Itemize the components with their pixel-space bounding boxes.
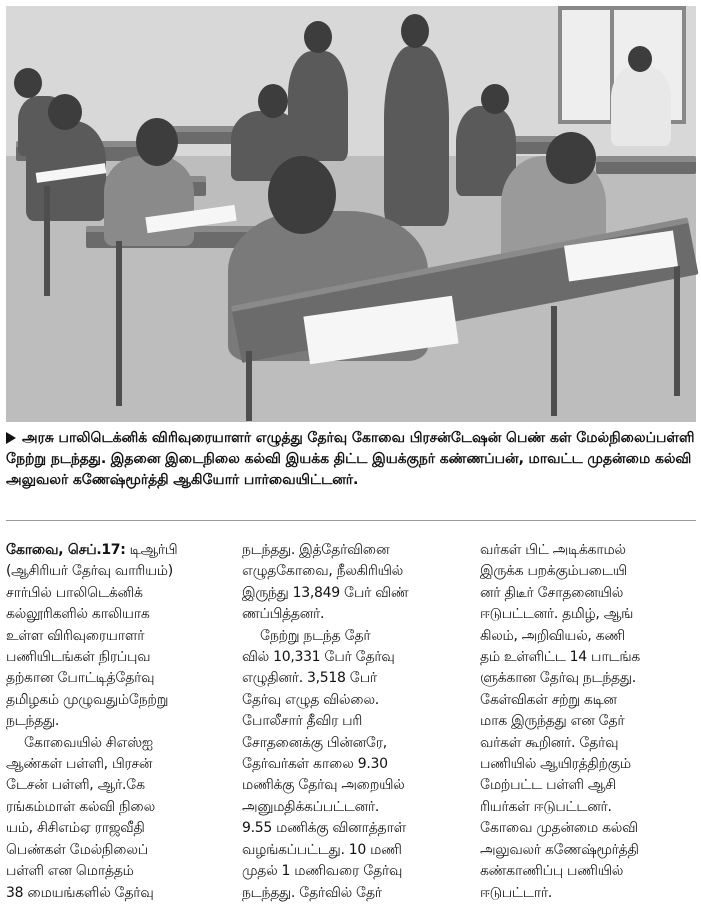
body-line: தேர்வர்கள் காலை 9.30 <box>242 756 388 773</box>
body-line: கல்லூரிகளில் காலியாக <box>6 606 150 623</box>
person-head <box>481 84 509 114</box>
person-head <box>546 132 596 184</box>
body-line: இருந்து 13,849 பேர் விண் <box>242 584 409 601</box>
body-line: வழங்கப்பட்டது. 10 மணி <box>242 841 402 858</box>
body-line: பணியிடங்கள் நிரப்புவ <box>6 649 151 666</box>
body-line: டிஆர்பி <box>129 542 178 558</box>
body-line: ஈடுபட்டனர். தமிழ், ஆங் <box>480 606 634 623</box>
person-head <box>628 46 652 72</box>
person-head <box>268 156 336 234</box>
desk-leg <box>246 351 252 421</box>
body-line: தற்கான போட்டித்தேர்வு <box>6 670 155 687</box>
desk-leg <box>44 186 50 296</box>
body-line: சார்பில் பாலிடெக்னிக் <box>6 584 143 601</box>
body-line: தேர்வு எழுத வில்லை. <box>242 691 379 708</box>
body-line: வர்கள் கூறினர். தேர்வு <box>480 734 619 751</box>
body-line: ஈடுபட்டார். <box>480 884 553 901</box>
body-line: அனுமதிக்கப்பட்டனர். <box>242 798 380 815</box>
body-line: பள்ளி என மொத்தம் <box>6 863 134 880</box>
body-line: சோதனைக்கு பின்னரே, <box>242 734 387 751</box>
body-line: (ஆசிரியர் தேர்வு வாரியம்) <box>6 563 173 580</box>
desk-leg <box>116 241 122 406</box>
body-line: மேற்பட்ட பள்ளி ஆசி <box>480 777 616 794</box>
body-line: மாக இருந்தது என தேர் <box>480 713 625 730</box>
article-column-1 <box>6 540 226 904</box>
body-line: நடந்தது. <box>6 713 60 730</box>
body-line: உள்ள விரிவுரையாளர் <box>6 627 145 644</box>
body-line: னர் திடீர் சோதனையில் <box>480 584 624 601</box>
body-line: ரங்கம்மாள் கல்வி நிலை <box>6 798 155 815</box>
body-line: நடந்தது. இத்தேர்வினை <box>242 542 390 558</box>
person-head <box>14 68 42 98</box>
body-line: கோவையில் சிஎஸ்ஐ <box>24 734 153 751</box>
body-line: பணியில் ஆயிரத்திற்கும் <box>480 756 631 773</box>
body-line: யம், சிசிஎம்ஏ ராஜவீதி <box>6 820 145 837</box>
body-line: எழுதினர். 3,518 பேர் <box>242 670 377 687</box>
person-head <box>136 118 178 166</box>
standing-person <box>384 46 449 226</box>
article-column-2 <box>242 540 462 904</box>
exam-hall-photo <box>6 6 696 422</box>
photo-caption <box>6 428 696 491</box>
article-body <box>6 540 696 901</box>
body-line: ரியர்கள் ஈடுபட்டனர். <box>480 798 612 815</box>
body-line: எழுதகோவை, நீலகிரியில் <box>242 563 403 580</box>
caption-bullet-icon <box>6 432 16 444</box>
person-head <box>304 21 332 53</box>
body-line: 9.55 மணிக்கு வினாத்தாள் <box>242 820 406 837</box>
body-line: 38 மையங்களில் தேர்வு <box>6 884 154 901</box>
body-line: இருக்க பறக்கும்படையி <box>480 563 627 580</box>
body-line: முதல் 1 மணிவரை தேர்வு <box>242 863 403 880</box>
person-head <box>258 84 288 118</box>
standing-person <box>611 66 671 146</box>
desk-leg <box>674 266 680 396</box>
body-line: அலுவலர் கணேஷ்மூர்த்தி <box>480 841 639 858</box>
body-line: கேள்விகள் சற்று கடின <box>480 691 617 708</box>
body-line: தமிழகம் முழுவதும்நேற்று <box>6 691 169 708</box>
body-line: நடந்தது. தேர்வில் தேர் <box>242 884 382 901</box>
dateline: கோவை, செப்.17: <box>6 542 126 558</box>
body-line: மணிக்கு தேர்வு அறையில் <box>242 777 405 794</box>
body-line: ளுக்கான தேர்வு நடந்தது. <box>480 670 636 687</box>
body-line: ணப்பித்தனர். <box>242 606 325 623</box>
body-line: கோவை முதன்மை கல்வி <box>480 820 638 837</box>
body-line: கண்காணிப்பு பணியில் <box>480 863 624 880</box>
article-column-3 <box>480 540 696 904</box>
body-line: வில் 10,331 பேர் தேர்வு <box>242 649 395 666</box>
body-line: தம் உள்ளிட்ட 14 பாடங்க <box>480 649 640 666</box>
desk <box>596 156 696 174</box>
caption-text: அரசு பாலிடெக்னிக் விரிவுரையாளர் எழுத்து தேர்வு கோவை பிரசன்டேஷன் பெண் கள் மேல்நிலைப்பள்ளி நேற்று நடந்தது. இதனை இடைநிலை கல்வி இயக்க திட்ட இயக்குநர் கண்ணப்பன், மாவட்ட முதன்மை கல்வி அலுவலர் கணேஷ்மூர்த்தி ஆகியோர் பார்வையிட்டனர். <box>6 430 695 488</box>
body-line: வர்கள் பிட் அடிக்காமல் <box>480 542 626 558</box>
body-line: நேற்று நடந்த தேர் <box>260 627 371 644</box>
person-head <box>48 94 82 130</box>
body-line: ஆண்கள் பள்ளி, பிரசன் <box>6 756 153 773</box>
body-line: டேசன் பள்ளி, ஆர்.கே <box>6 777 145 794</box>
body-line: போலீசார் தீவிர பரி <box>242 713 363 730</box>
desk-leg <box>551 306 557 416</box>
caption-divider <box>6 520 696 521</box>
body-line: பெண்கள் மேல்நிலைப் <box>6 841 148 858</box>
person-head <box>401 14 429 48</box>
body-line: கிலம், அறிவியல், கணி <box>480 627 625 644</box>
